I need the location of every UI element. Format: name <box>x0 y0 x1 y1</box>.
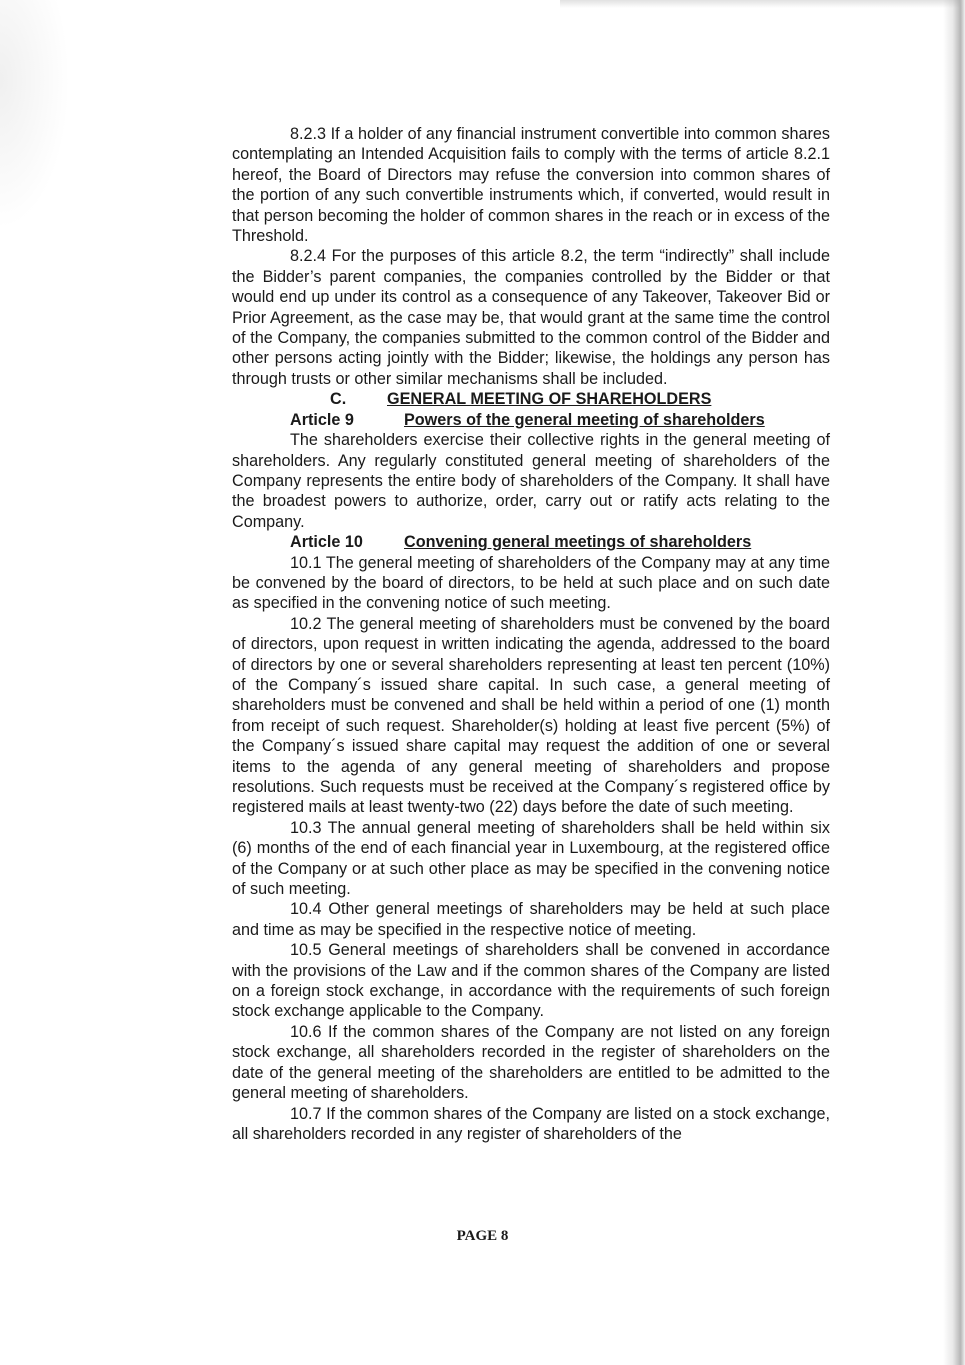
paragraph-10-3: 10.3 The annual general meeting of shareholders shall be held within six (6) months of the end of each financial year in Luxembourg, at the registered office of the Company or at such other place as may be specified in the convening notice of such meeting. <box>232 818 830 899</box>
article-9-heading <box>232 410 830 430</box>
paragraph-8-2-4: 8.2.4 For the purposes of this article 8.2, the term “indirectly” shall include the Bidder’s parent companies, the companies controlled by the Bidder or that would end up under its control as a consequence of any Takeover, Takeover Bid or Prior Agreement, as the case may be, that would grant at the same time the control of the Company, the companies submitted to the common control of the Bidder and other persons acting jointly with the Bidder; likewise, the holdings any person has through trusts or other similar mechanisms shall be included. <box>232 247 830 388</box>
section-c-number: C. <box>330 390 347 409</box>
page-number: PAGE 8 <box>456 1228 509 1244</box>
paragraph-10-7: 10.7 If the common shares of the Company are listed on a stock exchange, all shareholders recorded in any register of shareholders of the <box>232 1104 830 1143</box>
document-body <box>232 124 830 1144</box>
paragraph-10-4: 10.4 Other general meetings of shareholders may be held at such place and time as may be specified in the respective notice of meeting. <box>232 900 830 939</box>
paragraph-8-2-3: 8.2.3 If a holder of any financial instrument convertible into common shares contemplating an Intended Acquisition fails to comply with the terms of article 8.2.1 hereof, the Board of Directors may refuse the conversion into common shares of the portion of any such convertible instruments which, if converted, would result in that person becoming the holder of common shares in the reach or in excess of the Threshold. <box>232 125 830 246</box>
section-c-heading <box>232 389 830 409</box>
scan-left-smudge <box>0 0 70 230</box>
article-9-title: Powers of the general meeting of shareholders <box>404 410 765 429</box>
article-9-number: Article 9 <box>290 410 354 429</box>
paragraph-10-6: 10.6 If the common shares of the Company are not listed on any foreign stock exchange, all shareholders recorded in the register of shareholders on the date of the general meeting of the shareholders are entitled to be admitted to the general meeting of shareholders. <box>232 1022 830 1103</box>
paragraph-10-2: 10.2 The general meeting of shareholders must be convened by the board of directors, upon request in written indicating the agenda, addressed to the board of directors by one or several shareholders representing at least ten percent (10%) of the Company´s issued share capital. In such case, a general meeting of shareholders must be convened and shall be held within a period of one (1) month from receipt of such request. Shareholder(s) holding at least five percent (5%) of the Company´s issued share capital may request the addition of one or several items to the agenda of any general meeting of shareholders and propose resolutions. Such requests must be received at the Company´s registered office by registered mails at least twenty-two (22) days before the date of such meeting. <box>232 614 830 817</box>
paragraph-10-5: 10.5 General meetings of shareholders shall be convened in accordance with the provisions of the Law and if the common shares of the Company are listed on a foreign stock exchange, in accordance with the requirements of such foreign stock exchange applicable to the Company. <box>232 941 830 1021</box>
scan-edge-shadow <box>943 0 965 1365</box>
paragraph-10-1: 10.1 The general meeting of shareholders of the Company may at any time be convened by the board of directors, to be held at such place and on such date as specified in the convening notice of such meeting. <box>232 553 830 613</box>
article-10-heading <box>232 532 830 552</box>
article-10-title: Convening general meetings of shareholders <box>404 533 752 552</box>
section-c-title: GENERAL MEETING OF SHAREHOLDERS <box>387 390 712 409</box>
scan-top-shadow <box>560 0 960 8</box>
article-10-number: Article 10 <box>290 533 363 552</box>
article-9-text: The shareholders exercise their collective rights in the general meeting of shareholders. Any regularly constituted general meeting of shareholders of the Company represents the entire body of shareholders of the Company. It shall have the broadest powers to authorize, order, carry out or ratify acts relating to the Company. <box>232 431 830 531</box>
